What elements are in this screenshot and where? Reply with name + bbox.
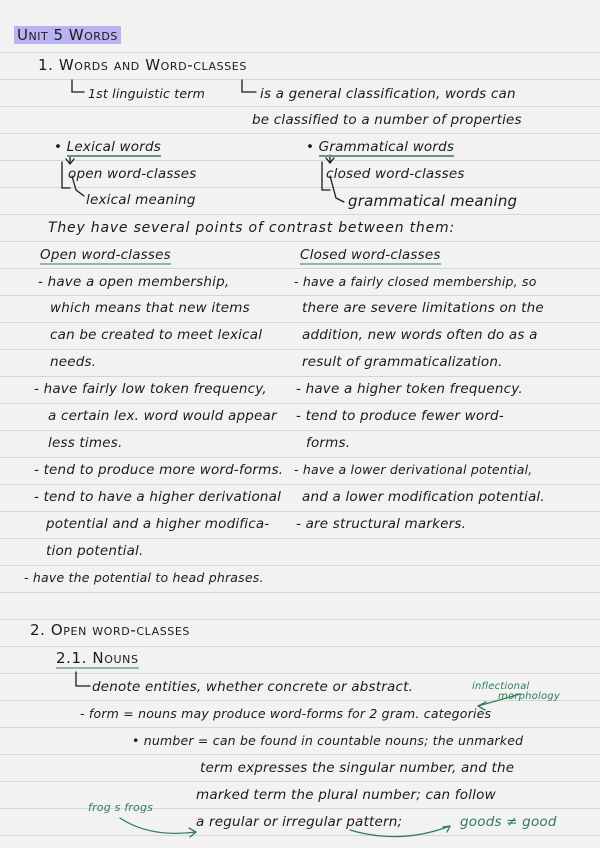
grammatical-words-label: Grammatical words <box>318 139 455 155</box>
lexical-line-2: lexical meaning <box>86 192 196 208</box>
first-term-note: 1st linguistic term <box>88 86 205 101</box>
open-line: - have the potential to head phrases. <box>24 570 264 585</box>
open-line: - tend to produce more word-forms. <box>34 462 284 478</box>
grammatical-line-1: closed word-classes <box>326 166 465 182</box>
page-title <box>14 27 121 43</box>
closed-line: - have a lower derivational potential, <box>294 462 533 477</box>
lexical-line-1: open word-classes <box>68 166 197 182</box>
open-line: - have fairly low token frequency, <box>34 381 267 397</box>
grammatical-line-2: grammatical meaning <box>348 192 518 210</box>
definition-line-2: be classified to a number of properties <box>252 112 522 128</box>
open-line: needs. <box>50 354 97 370</box>
closed-line: - are structural markers. <box>296 516 467 532</box>
open-line: tion potential. <box>46 543 144 559</box>
section1-heading: 1. Words and Word-classes <box>38 56 247 74</box>
lexical-words-heading: • Lexical words <box>54 139 162 155</box>
open-line: which means that new items <box>50 300 250 316</box>
example-goods: goods ≠ good <box>460 814 557 830</box>
closed-line: result of grammaticalization. <box>302 354 503 370</box>
open-classes-heading <box>40 247 171 263</box>
nouns-line-4: term expresses the singular number, and the <box>200 760 515 776</box>
open-classes-heading-text: Open word-classes <box>40 247 171 263</box>
page-title-text: Unit 5 Words <box>14 26 121 44</box>
nouns-line-1: denote entities, whether concrete or abstract. <box>92 679 414 695</box>
closed-line: forms. <box>306 435 351 451</box>
grammatical-words-heading: • Grammatical words <box>306 139 455 155</box>
lexical-words-label: Lexical words <box>66 139 162 155</box>
open-line: can be created to meet lexical <box>50 327 263 343</box>
nouns-line-5: marked term the plural number; can follow <box>196 787 496 803</box>
note-inflectional: inflectional <box>472 681 530 692</box>
nouns-subheading-text: 2.1. Nouns <box>56 649 139 667</box>
example-frogs: frog s frogs <box>88 801 154 814</box>
nouns-line-2: - form = nouns may produce word-forms for 2 gram. categories <box>80 706 492 721</box>
open-line: less times. <box>48 435 123 451</box>
open-line: - tend to have a higher derivational <box>34 489 282 505</box>
closed-line: - have a higher token frequency. <box>296 381 523 397</box>
closed-classes-heading <box>300 247 441 263</box>
closed-line: there are severe limitations on the <box>302 300 544 316</box>
contrast-sentence: They have several points of contrast between them: <box>48 220 455 236</box>
open-line: - have a open membership, <box>38 274 230 290</box>
section2-heading: 2. Open word-classes <box>30 621 191 639</box>
open-line: potential and a higher modifica- <box>46 516 270 532</box>
nouns-subheading <box>56 650 139 666</box>
note-morphology: morphology <box>498 691 560 702</box>
nouns-line-6: a regular or irregular pattern; <box>196 814 403 830</box>
definition-line-1: is a general classification, words can <box>260 86 516 102</box>
closed-line: - tend to produce fewer word- <box>296 408 504 424</box>
closed-classes-heading-text: Closed word-classes <box>300 247 441 263</box>
closed-line: and a lower modification potential. <box>302 489 545 505</box>
nouns-line-3: • number = can be found in countable nouns; the unmarked <box>132 733 524 748</box>
closed-line: addition, new words often do as a <box>302 327 538 343</box>
open-line: a certain lex. word would appear <box>48 408 277 424</box>
closed-line: - have a fairly closed membership, so <box>294 274 537 289</box>
